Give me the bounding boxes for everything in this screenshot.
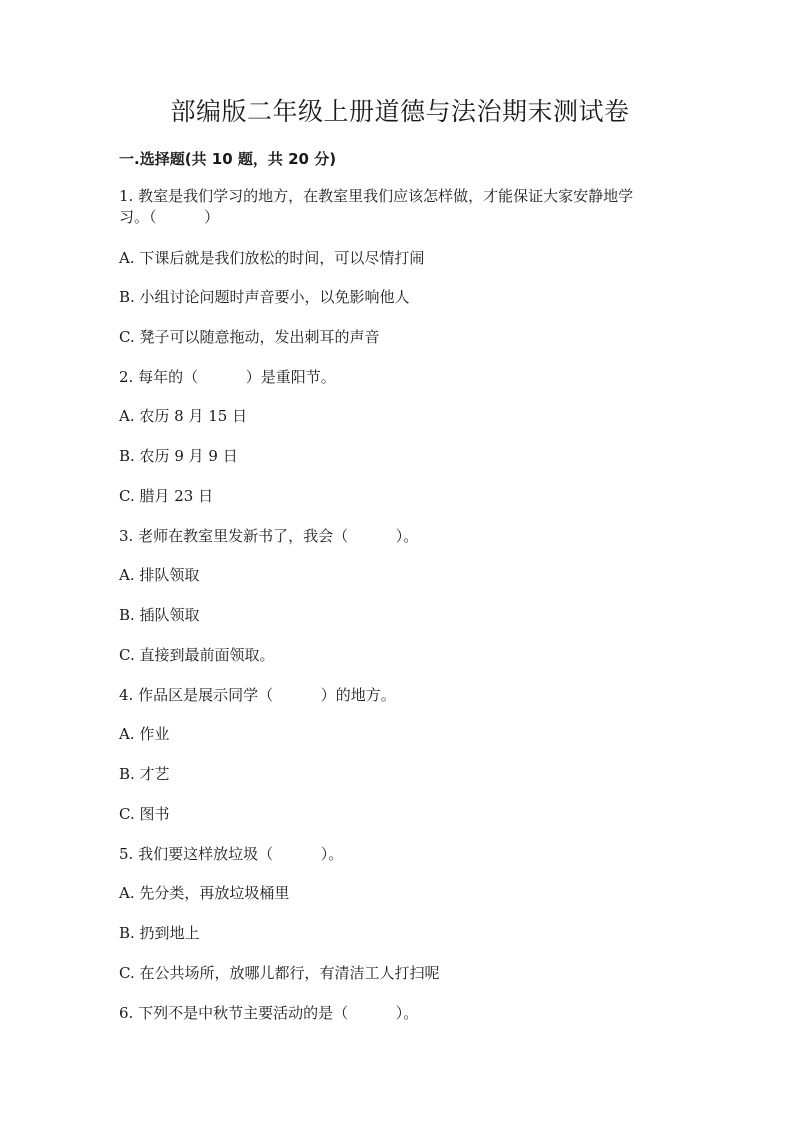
question-4-text: 4. 作品区是展示同学（ ）的地方。 [119,686,396,704]
question-5-option-a: A. 先分类，再放垃圾桶里 [119,884,290,902]
question-1-text: 1. 教室是我们学习的地方，在教室里我们应该怎样做，才能保证大家安静地学 [119,187,634,205]
question-4-option-c: C. 图书 [119,805,170,823]
question-3-option-c: C. 直接到最前面领取。 [119,646,275,664]
question-1-option-b: B. 小组讨论问题时声音要小，以免影响他人 [119,288,410,306]
question-5-option-c: C. 在公共场所，放哪儿都行，有清洁工人打扫呢 [119,964,440,982]
question-2-option-a: A. 农历 8 月 15 日 [119,407,248,425]
question-5-option-b: B. 扔到地上 [119,924,200,942]
question-1-option-c: C. 凳子可以随意拖动，发出刺耳的声音 [119,328,380,346]
question-2-option-b: B. 农历 9 月 9 日 [119,447,238,465]
question-2-text: 2. 每年的（ ）是重阳节。 [119,368,336,386]
question-4-option-a: A. 作业 [119,725,170,743]
question-1-text-cont: 习。（ ） [119,208,220,226]
question-3-option-b: B. 插队领取 [119,606,200,624]
question-1-option-a: A. 下课后就是我们放松的时间，可以尽情打闹 [119,249,425,267]
page-title: 部编版二年级上册道德与法治期末测试卷 [170,97,630,126]
question-2-option-c: C. 腊月 23 日 [119,487,214,505]
question-4-option-b: B. 才艺 [119,765,170,783]
section-heading: 一.选择题(共 10 题，共 20 分) [119,150,337,168]
question-6-text: 6. 下列不是中秋节主要活动的是（ ）。 [119,1004,419,1022]
question-3-option-a: A. 排队领取 [119,566,200,584]
question-3-text: 3. 老师在教室里发新书了，我会（ ）。 [119,527,419,545]
question-5-text: 5. 我们要这样放垃圾（ ）。 [119,845,344,863]
